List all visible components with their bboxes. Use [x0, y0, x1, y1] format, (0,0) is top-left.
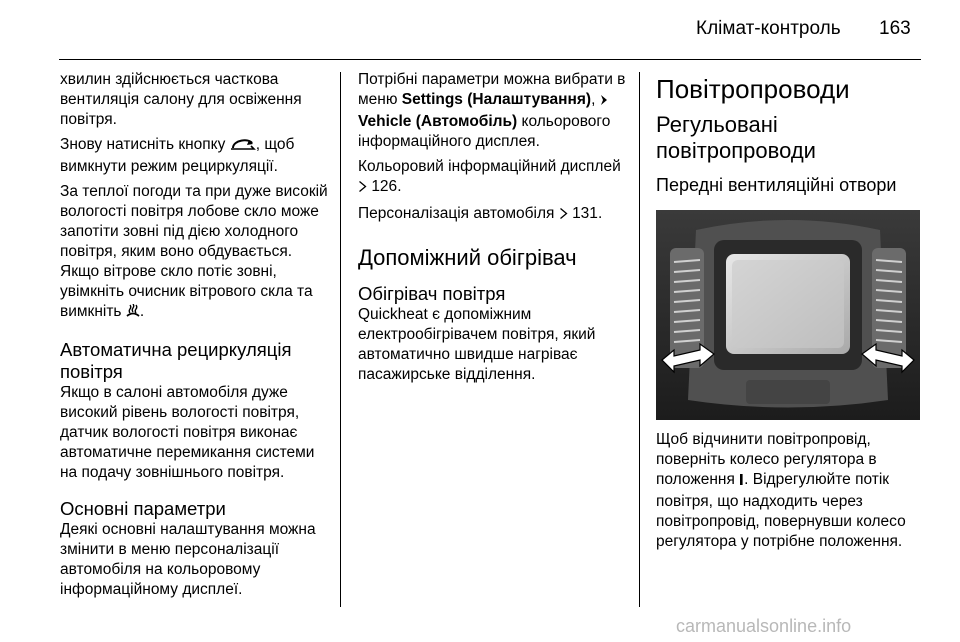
paragraph	[358, 70, 632, 152]
column-3-text	[656, 430, 924, 557]
column-2	[358, 70, 632, 390]
paragraph	[60, 182, 332, 324]
text-run: Персоналізація автомобіля	[358, 205, 559, 222]
heading-adjustable-vents: Регульовані повітропроводи	[656, 112, 816, 163]
heading-air-heater: Обігрівач повітря	[358, 283, 506, 304]
paragraph	[60, 135, 332, 177]
reference-arrow-icon	[358, 179, 367, 199]
column-divider-1	[340, 72, 341, 607]
header-divider	[59, 59, 921, 60]
text-run: , щоб вимкнути режим рециркуляції.	[60, 136, 295, 175]
paragraph: Якщо в салоні автомобіля дуже високий рівень вологості повітря, датчик вологості повітря виконає автоматичне перемикання системи на подачу зовнішнього повітря.	[60, 384, 315, 481]
arrow-right-icon	[600, 92, 608, 112]
paragraph: Quickheat є допоміжним електрообігрівачем повітря, який автоматично швидше нагріває пасажирське відділення.	[358, 306, 596, 383]
paragraph: хвилин здійснюється часткова вентиляція салону для освіження повітря.	[60, 71, 302, 128]
text-run: Потрібні параметри можна вибрати в меню	[358, 71, 626, 108]
column-1	[60, 70, 332, 605]
text-run: . Відрегулюйте потік повітря, що надходить через повітропровід, повернувши колесо регулятора у потрібне положення.	[656, 471, 906, 550]
paragraph	[358, 204, 632, 226]
heading-air-vents: Повітропроводи	[656, 74, 850, 104]
section-title: Клімат-контроль	[696, 18, 841, 39]
paragraph	[358, 157, 632, 199]
page-number: 163	[879, 18, 911, 39]
text-run: Щоб відчинити повітропровід, поверніть колесо регулятора в положення	[656, 431, 877, 488]
heading-auxiliary-heater: Допоміжний обігрівач	[358, 245, 577, 270]
text-run: Кольоровий інформаційний дисплей	[358, 158, 621, 175]
text-run: ,	[591, 91, 600, 108]
page-reference: 131	[572, 205, 598, 222]
menu-settings: Settings (Налаштування)	[401, 91, 592, 108]
text-run: .	[397, 178, 402, 195]
heading-front-vents: Передні вентиляційні отвори	[656, 175, 897, 195]
menu-vehicle: Vehicle (Автомобіль)	[358, 113, 518, 130]
recirculation-icon	[230, 137, 256, 157]
reference-arrow-icon	[559, 206, 568, 226]
text-run: Знову натисніть кнопку	[60, 136, 230, 153]
windshield-defrost-icon	[126, 304, 140, 324]
paragraph	[656, 430, 924, 552]
watermark: carmanualsonline.info	[676, 616, 852, 636]
heading-basic-settings: Основні параметри	[60, 498, 226, 519]
heading-auto-recirculation: Автоматична рециркуляція повітря	[60, 339, 292, 382]
text-run: .	[597, 205, 603, 222]
dashboard-vents-photo	[656, 210, 920, 420]
text-run: кольорового інформаційного дисплея.	[358, 113, 611, 150]
text-run: За теплої погоди та при дуже високій вологості повітря лобове скло може запотіти зовні під дією холодного повітря, яким воно обдувається. Якщо вітрове скло потіє зовні, увімкніть очисник вітрового скла та вимкніть	[60, 183, 328, 320]
column-divider-2	[639, 72, 640, 607]
column-3	[656, 74, 922, 196]
paragraph: Деякі основні налаштування можна змінити в меню персоналізації автомобіля на кольоровому інформаційному дисплеї.	[60, 521, 316, 598]
page-reference: 126	[371, 178, 398, 195]
text-run: .	[139, 303, 145, 320]
